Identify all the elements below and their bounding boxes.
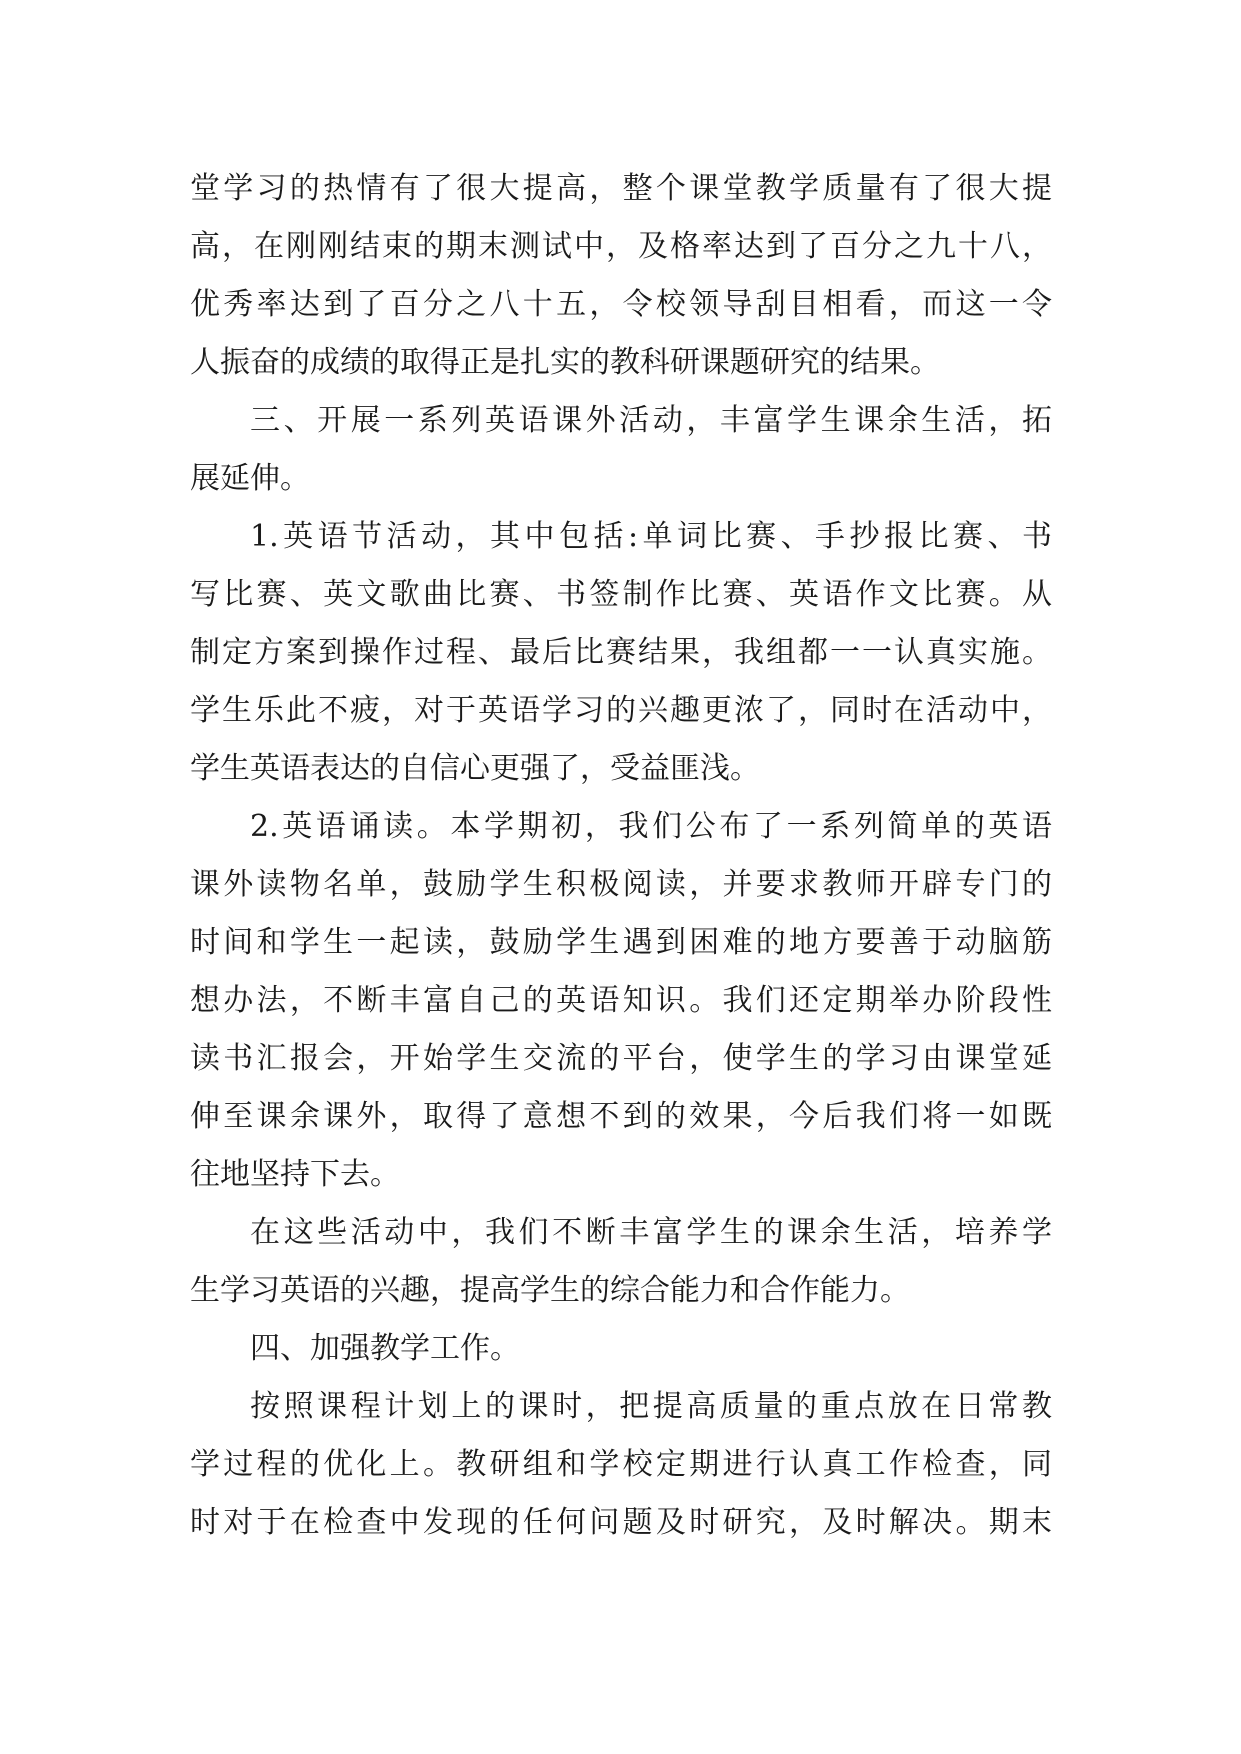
heading-section-four <box>190 1320 1052 1378</box>
text-line: 制定方案到操作过程、最后比赛结果，我组都一一认真实施。 <box>190 635 1052 670</box>
text-line: 在这些活动中，我们不断丰富学生的课余生活，培养学 <box>250 1215 1052 1250</box>
text-line: 往地坚持下去。 <box>190 1157 400 1192</box>
document-body <box>190 160 1052 1552</box>
text-line: 写比赛、英文歌曲比赛、书签制作比赛、英语作文比赛。从 <box>190 577 1052 612</box>
text-line: 学生英语表达的自信心更强了，受益匪浅。 <box>190 751 760 786</box>
text-line: 课外读物名单，鼓励学生积极阅读，并要求教师开辟专门的 <box>190 867 1052 902</box>
text-line: 展延伸。 <box>190 461 310 496</box>
text-line: 学生乐此不疲，对于英语学习的兴趣更浓了，同时在活动中， <box>190 693 1052 728</box>
paragraph-teaching-work <box>190 1378 1052 1552</box>
heading-section-three <box>190 392 1052 508</box>
text-line: 生学习英语的兴趣，提高学生的综合能力和合作能力。 <box>190 1273 910 1308</box>
text-line: 伸至课余课外，取得了意想不到的效果，今后我们将一如既 <box>190 1099 1052 1134</box>
text-line: 高，在刚刚结束的期末测试中，及格率达到了百分之九十八， <box>190 229 1052 264</box>
text-line: 时间和学生一起读，鼓励学生遇到困难的地方要善于动脑筋 <box>190 925 1052 960</box>
paragraph-english-festival <box>190 508 1052 798</box>
text-line: 学过程的优化上。教研组和学校定期进行认真工作检查，同 <box>190 1447 1052 1482</box>
text-line: 堂学习的热情有了很大提高，整个课堂教学质量有了很大提 <box>190 171 1052 206</box>
text-line: 四、加强教学工作。 <box>250 1331 520 1366</box>
text-line: 读书汇报会，开始学生交流的平台，使学生的学习由课堂延 <box>190 1041 1052 1076</box>
paragraph-english-reading <box>190 798 1052 1204</box>
paragraph-quality-results <box>190 160 1052 392</box>
text-line: 优秀率达到了百分之八十五，令校领导刮目相看，而这一令 <box>190 287 1052 322</box>
text-line: 1.英语节活动，其中包括:单词比赛、手抄报比赛、书 <box>250 519 1052 554</box>
paragraph-activities-summary <box>190 1204 1052 1320</box>
text-line: 人振奋的成绩的取得正是扎实的教科研课题研究的结果。 <box>190 345 940 380</box>
text-line: 2.英语诵读。本学期初，我们公布了一系列简单的英语 <box>250 809 1052 844</box>
text-line: 三、开展一系列英语课外活动，丰富学生课余生活，拓 <box>250 403 1052 438</box>
text-line: 想办法，不断丰富自己的英语知识。我们还定期举办阶段性 <box>190 983 1052 1018</box>
text-line: 按照课程计划上的课时，把提高质量的重点放在日常教 <box>250 1389 1052 1424</box>
text-line: 时对于在检查中发现的任何问题及时研究，及时解决。期末 <box>190 1505 1052 1540</box>
